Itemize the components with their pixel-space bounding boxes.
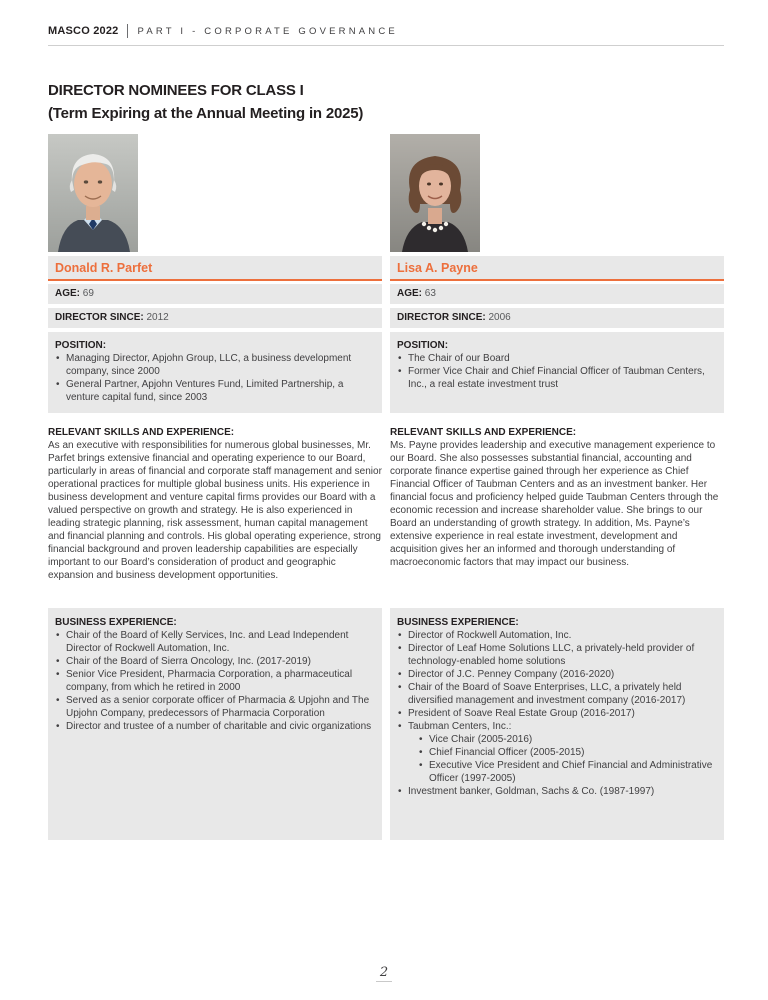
list-item: • Served as a senior corporate officer of Pharmacia & Upjohn and The Upjohn Company, predecessors of Pharmacia Corporation <box>55 694 375 720</box>
director-since-label: DIRECTOR SINCE: <box>397 312 486 323</box>
age-label: AGE: <box>397 288 422 299</box>
skills-section <box>390 425 724 582</box>
skills-section <box>48 425 382 582</box>
page-title-line1: DIRECTOR NOMINEES FOR CLASS I <box>48 82 304 99</box>
header-divider <box>127 24 128 38</box>
section-label: PART I - CORPORATE GOVERNANCE <box>137 25 398 37</box>
director-photo-parfet <box>48 134 138 252</box>
director-since-value: 2012 <box>146 312 169 323</box>
director-since-row <box>48 308 382 328</box>
list-item: • Managing Director, Apjohn Group, LLC, a business development company, since 2000 <box>55 352 375 378</box>
list-item: • Chief Financial Officer (2005-2015) <box>418 746 717 759</box>
list-item-text: Taubman Centers, Inc.: <box>408 721 512 732</box>
page-number: 2 <box>376 965 392 982</box>
director-photo-payne <box>390 134 480 252</box>
age-row <box>48 284 382 304</box>
position-heading: POSITION: <box>55 340 107 351</box>
list-item: • Vice Chair (2005-2016) <box>418 733 717 746</box>
business-heading: BUSINESS EXPERIENCE: <box>397 617 519 628</box>
page-header <box>48 0 724 46</box>
business-list <box>55 629 375 733</box>
list-item: • Former Vice Chair and Chief Financial Officer of Taubman Centers, Inc., a real estate investment trust <box>397 365 717 391</box>
list-item: • Director and trustee of a number of charitable and civic organizations <box>55 720 375 733</box>
position-list <box>55 352 375 404</box>
list-item: • Chair of the Board of Kelly Services, Inc. and Lead Independent Director of Rockwell Automation, Inc. <box>55 629 375 655</box>
skills-text: Ms. Payne provides leadership and executive management experience to our Board. She also possesses substantial financial, accounting and corporate finance expertise gained through her experience as Chief Financial Officer of Taubman Centers and as an investment banker. Her financial focus and proficiency helped guide Taubman Centers through the economic recession and increase shareholder value. She brings to our Board an understanding of growth strategy. In addition, Ms. Payne’s extensive experience in real estate investment, development and acquisition gives her an informed and thorough understanding of macroeconomic factors that may impact our business. <box>390 440 719 568</box>
age-row <box>390 284 724 304</box>
age-label: AGE: <box>55 288 80 299</box>
list-item: • Investment banker, Goldman, Sachs & Co. (1987-1997) <box>397 785 717 798</box>
list-item: • The Chair of our Board <box>397 352 717 365</box>
photo-cell <box>48 134 382 252</box>
position-section <box>390 332 724 413</box>
list-item: • Chair of the Board of Sierra Oncology, Inc. (2017-2019) <box>55 655 375 668</box>
business-section <box>390 608 724 840</box>
skills-heading: RELEVANT SKILLS AND EXPERIENCE: <box>48 427 235 438</box>
director-name: Donald R. Parfet <box>48 256 382 281</box>
director-since-row <box>390 308 724 328</box>
list-item <box>397 720 717 785</box>
list-item: • Chair of the Board of Soave Enterprises, LLC, a privately held diversified management and investment company (2016-2017) <box>397 681 717 707</box>
list-item: • Senior Vice President, Pharmacia Corporation, a pharmaceutical company, from which he retired in 2000 <box>55 668 375 694</box>
list-item: • Executive Vice President and Chief Financial and Administrative Officer (1997-2005) <box>418 759 717 785</box>
list-item: • Director of J.C. Penney Company (2016-2020) <box>397 668 717 681</box>
age-value: 69 <box>82 288 94 299</box>
page-footer <box>0 963 768 982</box>
brand-label: MASCO 2022 <box>48 25 119 37</box>
business-sublist <box>408 733 717 785</box>
director-name: Lisa A. Payne <box>390 256 724 281</box>
list-item: • General Partner, Apjohn Ventures Fund, Limited Partnership, a venture capital fund, since 2003 <box>55 378 375 404</box>
page-title <box>48 80 724 125</box>
business-list <box>397 629 717 798</box>
position-list <box>397 352 717 391</box>
page-title-line2: (Term Expiring at the Annual Meeting in 2025) <box>48 104 364 122</box>
director-since-label: DIRECTOR SINCE: <box>55 312 144 323</box>
director-since-value: 2006 <box>488 312 511 323</box>
list-item: • President of Soave Real Estate Group (2016-2017) <box>397 707 717 720</box>
position-heading: POSITION: <box>397 340 449 351</box>
business-heading: BUSINESS EXPERIENCE: <box>55 617 177 628</box>
list-item: • Director of Rockwell Automation, Inc. <box>397 629 717 642</box>
photo-cell <box>390 134 724 252</box>
skills-text: As an executive with responsibilities for numerous global businesses, Mr. Parfet brings extensive financial and operating experience to our Board, particularly in areas of financial and corporate staff management and senior operational practices for multiple global business units. His experience in business development and venture capital firms provides our Board with a valued perspective on growth and strategy. He is also experienced in leading strategic planning, risk assessment, human capital management and financial planning and controls. His global operating experience, strong financial background and proven leadership capabilities are especially important to our Board’s consideration of product and geographic expansion and business development opportunities. <box>48 440 382 581</box>
business-section <box>48 608 382 840</box>
position-section <box>48 332 382 413</box>
age-value: 63 <box>424 288 436 299</box>
skills-heading: RELEVANT SKILLS AND EXPERIENCE: <box>390 427 577 438</box>
directors-grid <box>48 134 724 840</box>
list-item: • Director of Leaf Home Solutions LLC, a privately-held provider of technology-enabled home solutions <box>397 642 717 668</box>
